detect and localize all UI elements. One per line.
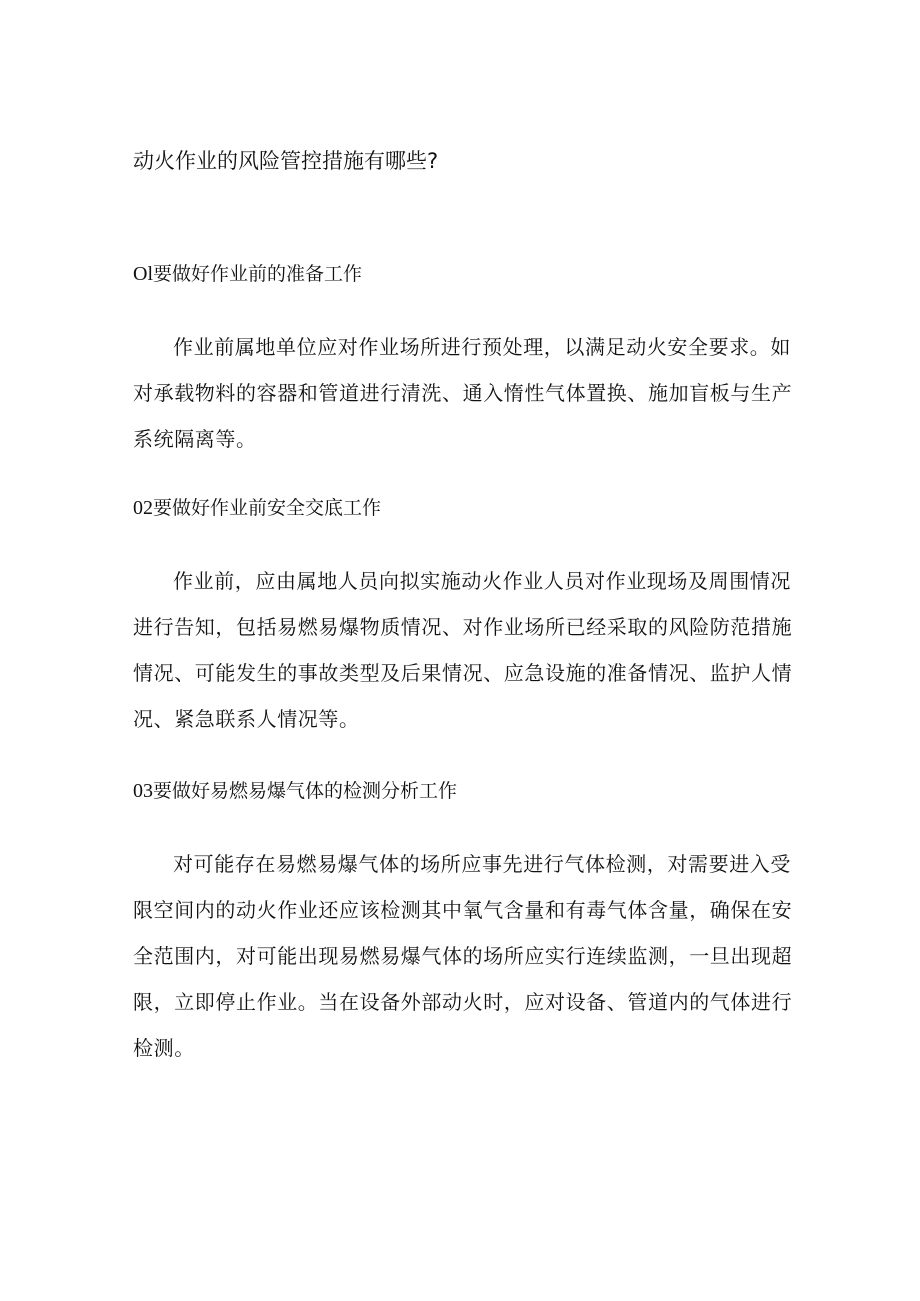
paragraph-line: 情况、可能发生的事故类型及后果情况、应急设施的准备情况、监护人情: [133, 661, 793, 685]
section-heading-text: 要做好作业前安全交底工作: [153, 497, 382, 519]
section-number: Ol: [133, 263, 153, 285]
section-paragraph-01: [133, 324, 793, 462]
section-heading-text: 要做好易燃易爆气体的检测分析工作: [153, 780, 458, 802]
section-number: 03: [133, 780, 153, 802]
paragraph-line: 检测。: [133, 1036, 195, 1060]
paragraph-line: 对承载物料的容器和管道进行清洗、通入惰性气体置换、施加盲板与生产: [133, 381, 793, 405]
section-heading-02: [133, 494, 381, 522]
paragraph-line: 系统隔离等。: [133, 427, 257, 451]
paragraph-line: 况、紧急联系人情况等。: [133, 707, 360, 731]
section-paragraph-02: [133, 558, 793, 742]
paragraph-line: 作业前属地单位应对作业场所进行预处理，以满足动火安全要求。如: [173, 335, 791, 359]
section-number: 02: [133, 497, 153, 519]
section-heading-01: [133, 260, 362, 288]
section-heading-text: 要做好作业前的准备工作: [153, 263, 363, 285]
paragraph-line: 作业前，应由属地人员向拟实施动火作业人员对作业现场及周围情况: [173, 569, 791, 593]
paragraph-line: 限空间内的动火作业还应该检测其中氧气含量和有毒气体含量，确保在安: [133, 898, 793, 922]
document-title: 动火作业的风险管控措施有哪些?: [133, 149, 439, 173]
paragraph-line: 进行告知，包括易燃易爆物质情况、对作业场所已经采取的风险防范措施: [133, 615, 793, 639]
paragraph-line: 全范围内，对可能出现易燃易爆气体的场所应实行连续监测，一旦出现超: [133, 944, 793, 968]
paragraph-line: 限，立即停止作业。当在设备外部动火时，应对设备、管道内的气体进行: [133, 990, 793, 1014]
section-paragraph-03: [133, 841, 793, 1071]
section-heading-03: [133, 777, 457, 805]
paragraph-line: 对可能存在易燃易爆气体的场所应事先进行气体检测，对需要进入受: [173, 852, 791, 876]
